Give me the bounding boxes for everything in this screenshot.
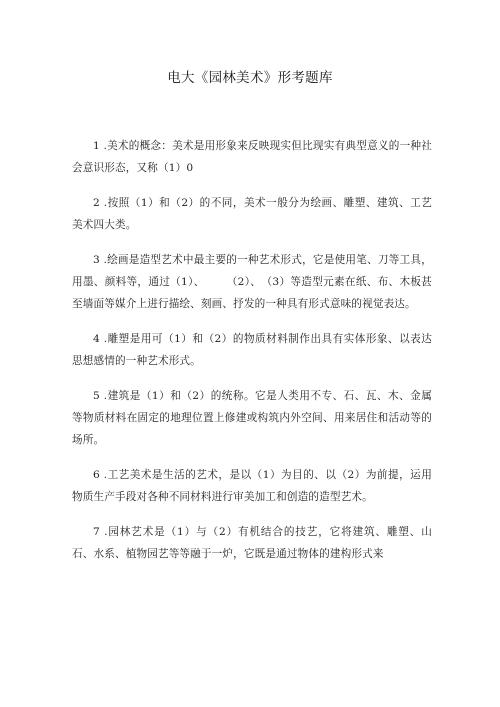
question-paragraph-7: 7 .园林艺术是（1）与（2）有机结合的技艺，它将建筑、雕塑、山石、水系、植物园艺等等融于一炉，它既是通过物体的建构形式来 <box>72 526 432 560</box>
question-paragraph-5: 5 .建筑是（1）和（2）的统称。它是人类用不专、石、瓦、木、金属等物质材料在固定的地理位置上修建或构筑内外空间、用来居住和活动等的场所。 <box>72 390 432 446</box>
question-paragraph-4: 4 .雕塑是用可（1）和（2）的物质材料制作出具有实体形象、以表达思想感情的一种艺术形式。 <box>72 333 432 367</box>
document-title: 电大《园林美术》形考题库 <box>167 70 333 86</box>
question-paragraph-1: 1 .美术的概念：美术是用形象来反映现实但比现实有典型意义的一种社会意识形态，又称（1）0 <box>72 140 432 174</box>
document-body <box>72 135 432 578</box>
question-paragraph-2: 2 .按照（1）和（2）的不同，美术一般分为绘画、雕塑、建筑、工艺美术四大类。 <box>72 197 432 231</box>
question-paragraph-6: 6 .工艺美术是生活的艺术，是以（1）为目的、以（2）为前提，运用物质生产手段对各种不同材料进行审美加工和创造的造型艺术。 <box>72 469 432 503</box>
question-paragraph-3: 3 .绘画是造型艺术中最主要的一种艺术形式，它是使用笔、刀等工具，用墨、颜料等，通过（1）、 （2）、 （3）等造型元素在纸、布、木板甚至墙面等媒介上进行描绘、刻画、抒发的一种具有形式意味的视觉表达。 <box>72 254 432 310</box>
